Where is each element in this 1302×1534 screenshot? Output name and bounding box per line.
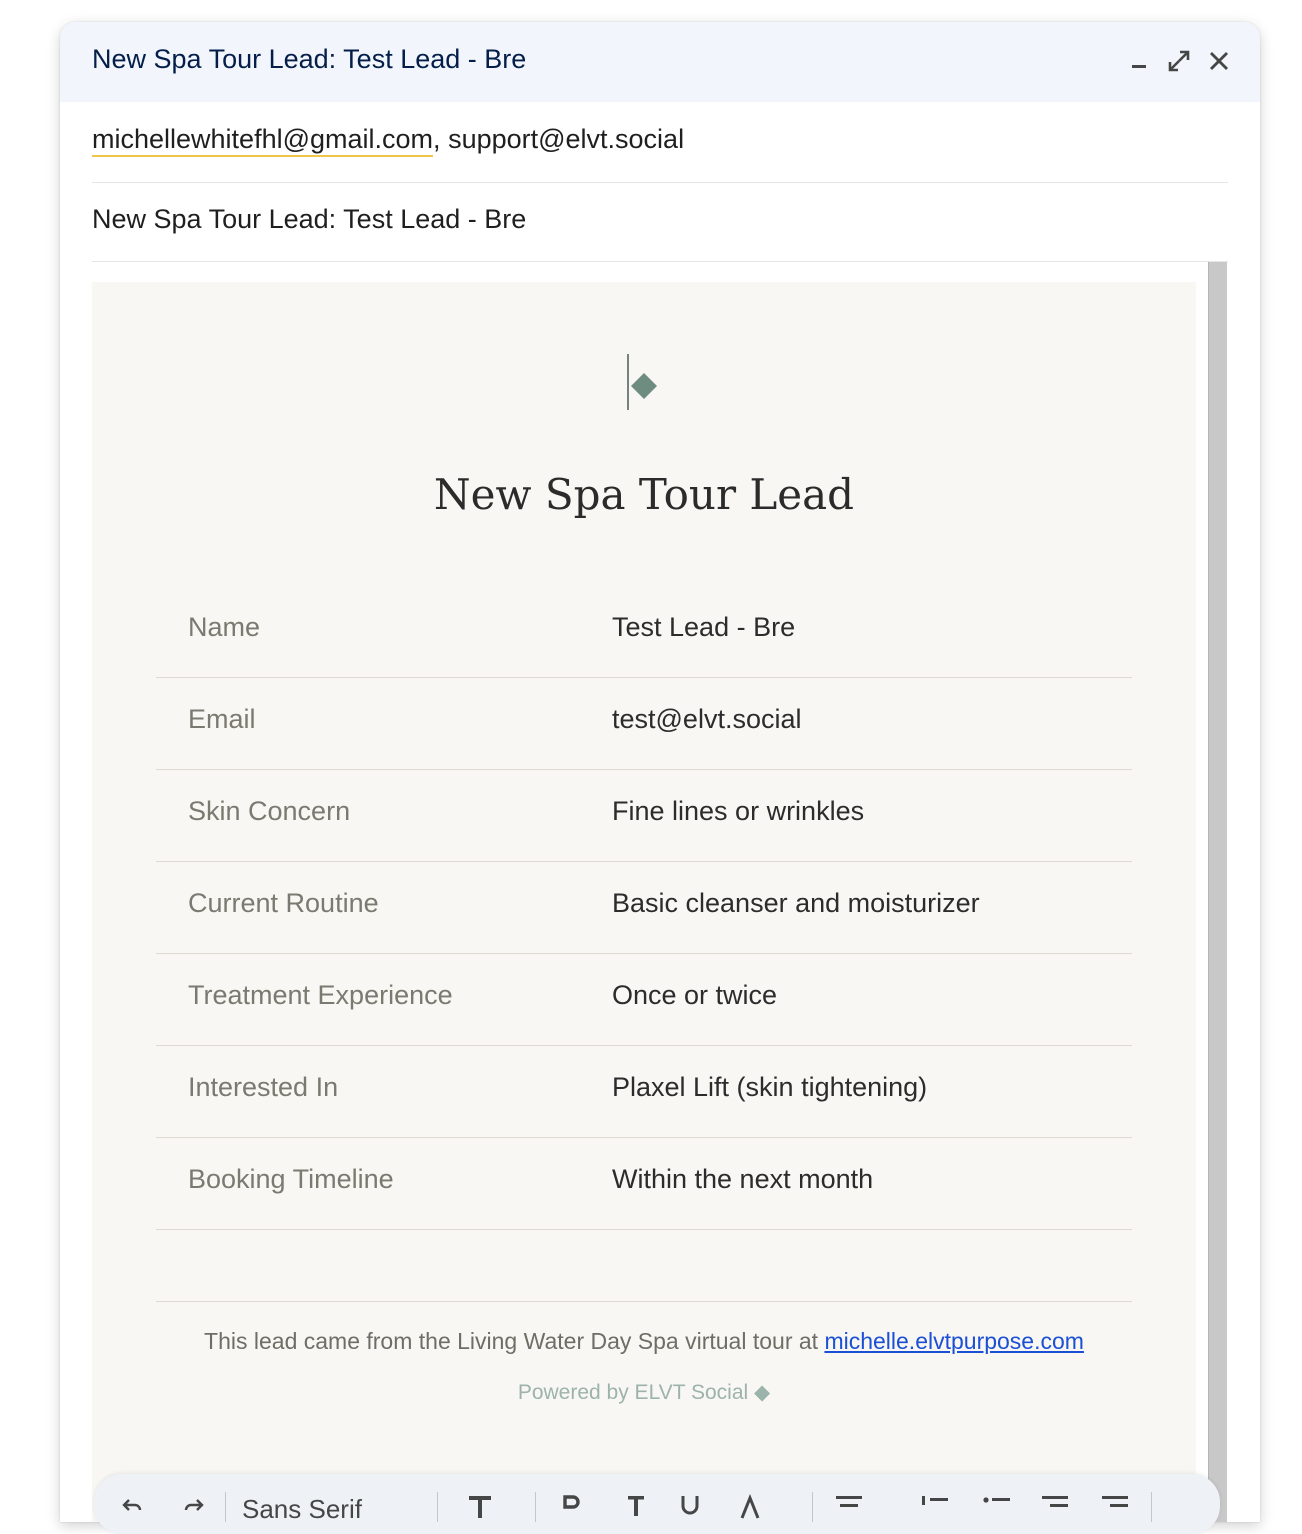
table-row <box>156 770 1132 862</box>
row-label: Email <box>188 704 256 734</box>
text-color-icon[interactable] <box>738 1494 762 1527</box>
tour-link[interactable]: michelle.elvtpurpose.com <box>824 1328 1084 1354</box>
footer-sentence: This lead came from the Living Water Day Spa virtual tour at <box>204 1328 819 1354</box>
row-value: test@elvt.social <box>612 704 802 734</box>
row-value: Plaxel Lift (skin tightening) <box>612 1072 928 1102</box>
toolbar-divider <box>225 1492 226 1522</box>
expand-icon[interactable] <box>1164 46 1194 76</box>
compose-title: New Spa Tour Lead: Test Lead - Bre <box>92 44 527 74</box>
minimize-icon[interactable] <box>1124 46 1154 76</box>
recipient-chip[interactable]: michellewhitefhl@gmail.com <box>92 124 433 157</box>
table-row <box>156 678 1132 770</box>
table-row <box>156 1046 1132 1138</box>
italic-icon[interactable] <box>622 1494 646 1527</box>
toolbar-divider <box>1151 1492 1152 1522</box>
indent-less-icon[interactable] <box>1040 1494 1070 1527</box>
close-icon[interactable] <box>1204 46 1234 76</box>
email-heading: New Spa Tour Lead <box>433 470 855 519</box>
font-select[interactable]: Sans Serif <box>242 1494 362 1524</box>
row-value: Fine lines or wrinkles <box>612 796 865 826</box>
row-value: Test Lead - Bre <box>612 612 796 642</box>
table-row <box>156 586 1132 678</box>
table-row <box>156 954 1132 1046</box>
underline-icon[interactable] <box>678 1494 702 1527</box>
toolbar-divider <box>535 1492 536 1522</box>
undo-icon[interactable] <box>120 1494 144 1525</box>
bulleted-list-icon[interactable] <box>982 1494 1012 1527</box>
subject-field[interactable] <box>92 182 1228 262</box>
body-scrollbar[interactable] <box>1208 262 1227 1522</box>
footer-divider <box>156 1301 1132 1302</box>
row-label: Name <box>188 612 261 642</box>
table-row <box>156 862 1132 954</box>
lead-details-table <box>156 586 1132 1230</box>
recipients-list <box>92 124 684 155</box>
powered-by-text: Powered by ELVT Social ◆ <box>517 1381 771 1404</box>
row-value: Once or twice <box>612 980 778 1010</box>
row-label: Skin Concern <box>188 796 351 826</box>
compose-window <box>60 22 1260 1522</box>
subject-text: New Spa Tour Lead: Test Lead - Bre <box>92 204 527 234</box>
bold-icon[interactable] <box>560 1494 584 1527</box>
toolbar-divider <box>812 1492 813 1522</box>
recipient-separator: , <box>433 124 441 154</box>
row-label: Booking Timeline <box>188 1164 394 1194</box>
message-body[interactable] <box>92 282 1196 1522</box>
row-label: Interested In <box>188 1072 339 1102</box>
toolbar-divider <box>437 1492 438 1522</box>
diamond-icon <box>626 354 660 410</box>
indent-more-icon[interactable] <box>1100 1494 1130 1527</box>
footer-text <box>92 1328 1196 1355</box>
row-label: Treatment Experience <box>188 980 453 1010</box>
row-label: Current Routine <box>188 888 379 918</box>
recipients-field[interactable] <box>92 102 1228 183</box>
table-row <box>156 1138 1132 1230</box>
numbered-list-icon[interactable] <box>920 1494 950 1527</box>
text-size-icon[interactable] <box>466 1494 494 1527</box>
row-value: Basic cleanser and moisturizer <box>612 888 980 918</box>
formatting-toolbar <box>94 1474 1220 1534</box>
compose-titlebar[interactable] <box>60 22 1260 102</box>
row-value: Within the next month <box>612 1164 874 1194</box>
redo-icon[interactable] <box>182 1494 206 1525</box>
align-icon[interactable] <box>834 1494 864 1527</box>
recipient-chip[interactable]: support@elvt.social <box>448 124 685 154</box>
